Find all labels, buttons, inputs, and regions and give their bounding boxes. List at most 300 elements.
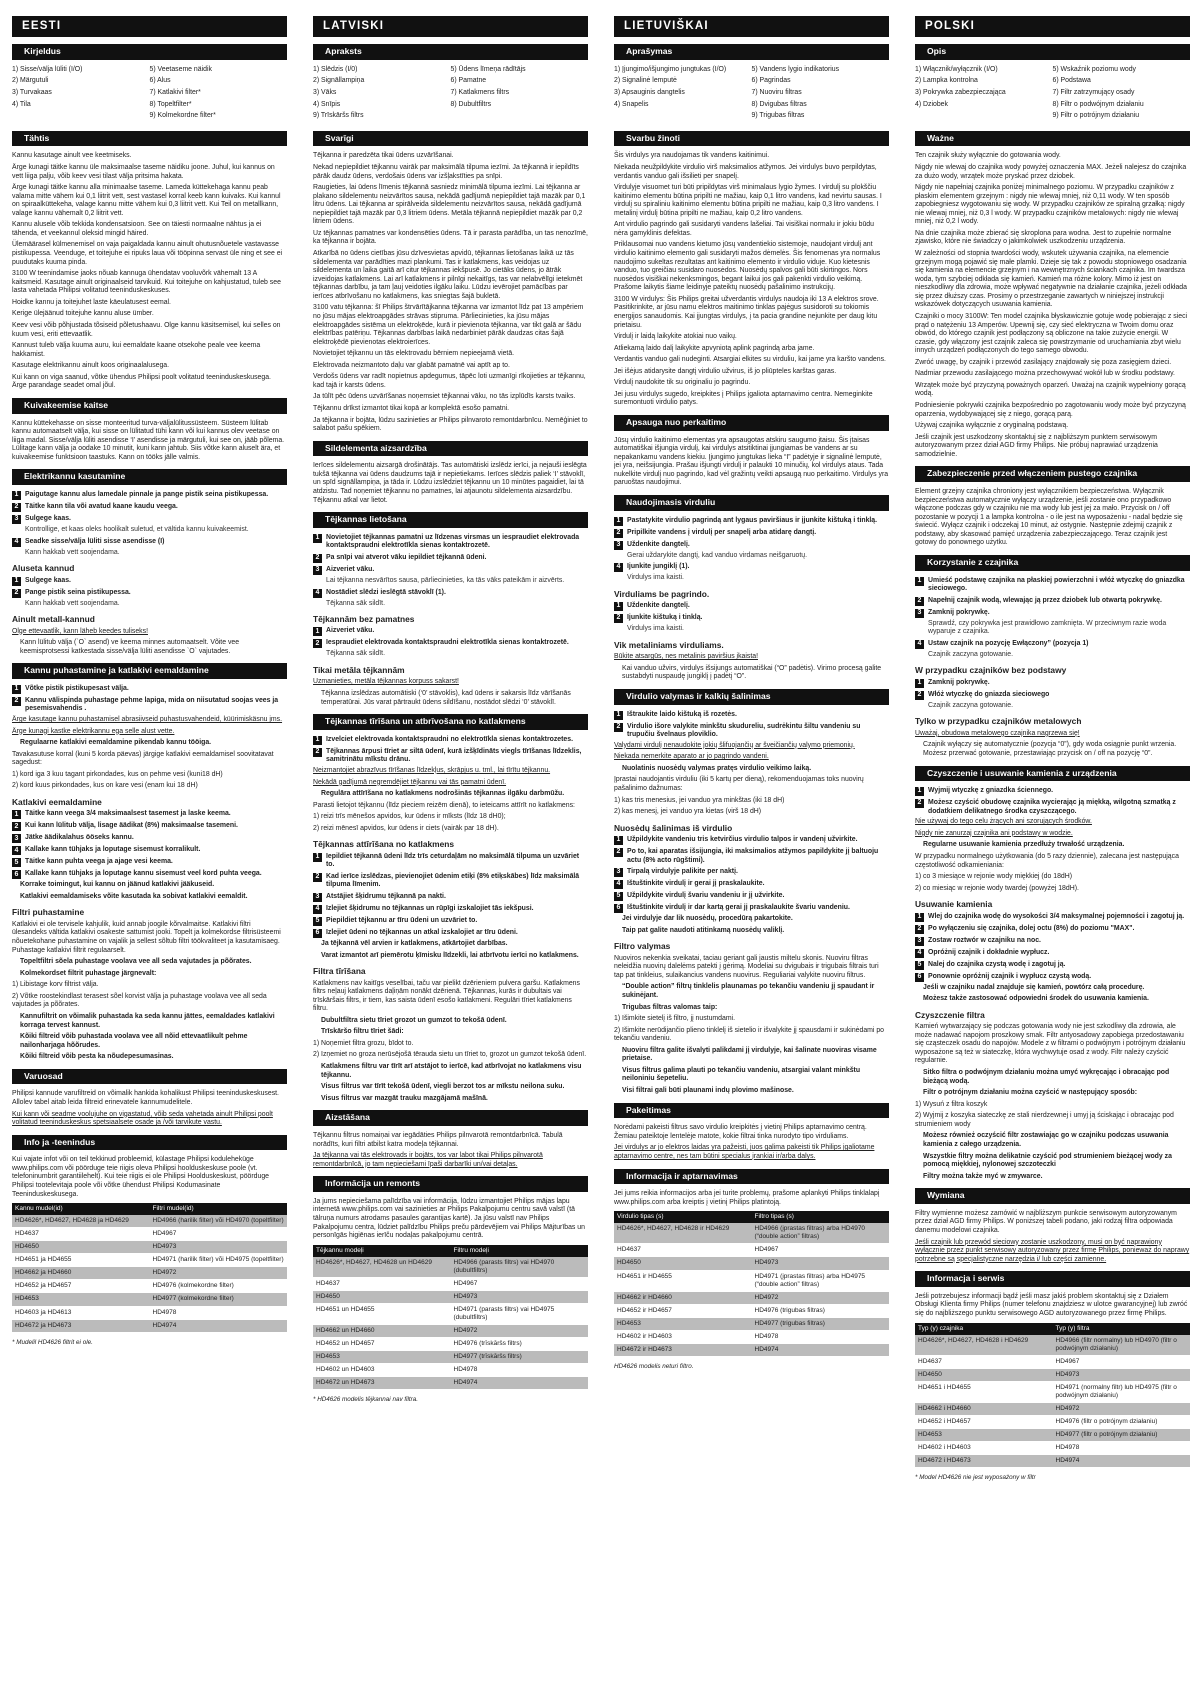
step-text: Seadke sisse/välja lüliti sisse asendisse (I) (25, 537, 165, 545)
step-text: Užpildykite virdulį švariu vandeniu ir jį užvirkite. (627, 892, 785, 900)
step-number: 5 (614, 892, 623, 901)
filter-table-row (915, 1402, 1190, 1415)
step-text: Paigutage kannu alus lamedale pinnale ja pange pistik seina pistikupessa. (25, 491, 269, 498)
step-number: 5 (915, 961, 924, 970)
filter-table-cell: HD4672 i HD4673 (915, 1455, 1053, 1468)
step-number: 1 (614, 711, 623, 720)
replacement-text: Tējkannu filtrus nomaiņai var iegādāties Philips pilnvarotā remontdarbnīcā. Tabulā norādīts, kuri filtri atbilst katra modeļa tējkannai. (313, 1131, 563, 1148)
filter-table-cell: HD4626*, HD4627, HD4628 ja HD4629 (12, 1215, 150, 1228)
descaling-tip: Taip pat galite naudoti atitinkamą nuosėdų valiklį. (622, 926, 785, 934)
step-number: 1 (915, 679, 924, 688)
step-text: Iepildiet tējkannā ūdeni līdz trīs ceturdaļām no maksimālā tilpuma un uzvāriet to. (326, 852, 580, 869)
step-item (313, 627, 588, 636)
cleaning-warning: Nigdy nie zanurzaj czajnika ani podstawy w wodzie. (915, 829, 1073, 837)
important-paragraph: Virdulį naudokite tik su originaliu jo pagrindu. (614, 379, 751, 387)
step-text: Zostaw roztwór w czajniku na noc. (928, 936, 1041, 944)
filter-table-cell: HD4967 (451, 1277, 589, 1290)
parts-list (313, 66, 588, 124)
step-number: 4 (313, 589, 322, 598)
filter-table-row (614, 1244, 889, 1257)
part-item: 3) Pokrywka zabezpieczająca (915, 89, 1006, 97)
filter-table-cell: HD4637 (12, 1228, 150, 1241)
step-item (313, 893, 588, 902)
descaling-tip: Katlakivi eemaldamiseks võite kasutada ka sobivat katlakivi eemaldit. (20, 892, 248, 900)
cleaning-frequency: Įprastai naudojantis virduliu (iki 5 kartų per dieną), rekomenduojamas toks nuovirų pašalinimo dažnumas: (614, 776, 864, 792)
filter-table-row (313, 1303, 588, 1324)
filter-table-cell: HD4967 (150, 1228, 288, 1241)
step-number: 1 (614, 836, 623, 845)
step-item (915, 577, 1190, 594)
filter-step: 1) Noņemiet filtra grozu, bīdot to. (313, 1039, 414, 1047)
step-item (313, 639, 588, 648)
step-note: Kann hakkab vett soojendama. (25, 548, 120, 556)
section-heading-important: Tähtis (12, 131, 287, 147)
step-text: Sulgege kaas. (25, 515, 71, 522)
subheading-descaling: Nuosėdų šalinimas iš virdulio (614, 822, 733, 833)
cleaning-warning: Niekada nemerkite aparato ar jo pagrindo vandeni. (614, 753, 769, 761)
replacement-text: Philipsi kannude varufiltreid on võimalik hankida kohalikust Philipsi teeninduskeskusest. Allolev tabel aitab leida filtreid erinevatele kannumudelitele. (12, 1090, 279, 1106)
filter-table-row (12, 1293, 287, 1306)
filter-table-row (313, 1324, 588, 1337)
filter-table-column-header: Virdulio tipas (s) (614, 1211, 752, 1223)
filter-table-cell: HD4650 (915, 1368, 1053, 1381)
step-text: Napełnij czajnik wodą, wlewając ją przez dziobek lub otwartą pokrywkę. (928, 596, 1162, 604)
table-footnote: * Model HD4626 nie jest wyposażony w filtr (915, 1474, 1036, 1482)
part-item: 4) Snīpis (313, 100, 341, 108)
step-number: 3 (915, 937, 924, 946)
filter-table-column-header: Filtri mudel(id) (150, 1203, 288, 1215)
step-text: Pange pistik seina pistikupessa. (25, 588, 131, 596)
step-item (12, 589, 287, 598)
metal-text: Tējkanna izslēdzas automātiski (‘0’ stāvoklis), kad ūdens ir sakarsis līdz vārīšanās temperatūrai. Jūs varat pārtraukt ūdens sildīšanu, nostādot slēdzi ‘0’ stāvoklī. (321, 690, 571, 706)
step-number: 2 (614, 614, 623, 623)
important-paragraph: 3100 W virdulys: Šis Philips greitai užverdantis virdulys naudoja iki 13 A elektros srove. Pasitikrinkite, ar jūsu namu elektros maitinimo tinklas pajėgus susidoroti su tokiomis energijos sanaudomis. Kai įjungtas virdulys, į ta pacia grandine nejunkite per daug kitu prietaisu. (614, 295, 879, 329)
filter-table-cell: HD4972 (451, 1324, 589, 1337)
filter-table-cell: HD4967 (1053, 1355, 1190, 1368)
step-item (12, 515, 287, 524)
step-number: 3 (915, 609, 924, 618)
cleaning-emphasis: Regulāra attīrīšana no katlakmens nodrošinās tējkannas ilgāku darbmūžu. (321, 790, 565, 798)
filter-table-cell: HD4966 (harilik filter) või HD4970 (topeltfilter) (150, 1215, 288, 1228)
part-item: 6) Alus (149, 77, 171, 85)
step-item (614, 868, 889, 877)
filter-table-cell: HD4603 ja HD4613 (12, 1306, 150, 1319)
filter-table-cell: HD4637 (915, 1355, 1053, 1368)
section-heading-important: Svarbu žinoti (614, 131, 889, 147)
step-note: Tējkanna sāk sildīt. (326, 650, 385, 658)
metal-text: Kai vanduo užvirs, virdulys išsijungs automatiškai (“O” padėtis). Virimo procesą galite sustabdyti nuspaudę jungiklį į padėtį “O”. (622, 664, 882, 681)
important-paragraph: Raugieties, lai ūdens līmenis tējkannā sasniedz minimālā tilpuma iezīmi. Lai tējkanna ar plakano sildelementu neizvārītos sausa, nekādā gadījumā nepiepildiet tajā mazāk par 0,1 litru ūdens. Lai tējkanna ar spirālveida sildelementu neizvārītos sausa, nekādā gadījumā nepiepildiet tajā mazāk par 0,3 litriem ūdens. Metāla tējkannā nepiepildiet mazāk par 0,2 litriem ūdens. (313, 184, 586, 226)
important-paragraph: Używaj czajnika wyłącznie z oryginalną podstawą. (915, 422, 1069, 430)
step-number: 1 (915, 787, 924, 796)
part-item: 6) Pagrindas (751, 77, 791, 85)
filter-table-cell: HD4977 (kolmekordne filter) (150, 1293, 288, 1306)
step-item (915, 597, 1190, 606)
descaling-tip: Jei virdulyje dar lik nuosėdų, procedūrą pakartokite. (622, 915, 793, 923)
step-item (12, 697, 287, 714)
filter-table-cell: HD4974 (451, 1377, 589, 1390)
filter-table-row (12, 1215, 287, 1228)
important-paragraph: Hoidke kannu ja toitejuhet laste käeulatusest eemal. (12, 298, 171, 306)
step-item (12, 685, 287, 694)
step-number: 1 (313, 627, 322, 636)
step-number: 5 (12, 858, 21, 867)
step-text: Novietojiet tējkannas pamatni uz līdzenas virsmas un iespraudiet elektrovada kontaktspraudni elektrotīkla sienas kontaktrozetē. (326, 533, 580, 550)
filter-table-column-header: Tējkannu modeļi (313, 1245, 451, 1257)
important-paragraph: Ülemäärasel külmenemisel on vaja paigaldada kannu ainult ohutusnõuetele vastavasse pistikupessa. Veenduge, et toitejuhe ei ripuks laua või tööpinna servast üle ning et see ei puudutaks kuuma pinda. (12, 241, 283, 266)
step-number: 4 (614, 563, 623, 572)
step-item (313, 554, 588, 563)
filter-table-cell: HD4966 (įprastas filtras) arba HD4970 (“double action” filtras) (752, 1223, 890, 1244)
parts-list-left (12, 66, 150, 124)
step-item (313, 853, 588, 870)
filter-table-row (614, 1343, 889, 1356)
important-paragraph: Priklausomai nuo vandens kietumo jūsų vandentiekio sistemoje, naudojant virdulį ant virdulio kaitinimo elemento gali susidaryti mažos dėmelės. Šis fenomenas yra normalus naudojimo sukeltas rezultatas ant kaitinimo elemento ir virdulio viduje. Kuo kietesnis vanduo, tuo greičiau susidaro nuosėdos. Nuosėdų spalvos gali būti skirtingos. Nors nuosėdos visiškai nekenksmingos, begant laikui jos gali pakenkti virdulio veikimą. Prašome laikytis šiame leidinyje pateiktų nuosėdų pašalinimo instrukcijų. (614, 241, 881, 292)
filter-table-row (313, 1277, 588, 1290)
step-item (915, 609, 1190, 618)
filter-table-row (614, 1317, 889, 1330)
filter-table-cell: HD4652 ja HD4657 (12, 1280, 150, 1293)
important-paragraph: Czajniki o mocy 3100W: Ten model czajnika błyskawicznie gotuje wodę pobierając z sieci prąd o natężeniu 13 Amperów. Upewnij się, czy sieć elektryczna w Twoim domu oraz obwód, do którego czajnik jest podłączony są obliczone na takie zużycie energii. W czasie, gdy włączony jest czajnik zaleca się powstrzymanie od uruchamiania zbyt wielu innych urządzeń podłączonych do tego samego obwodu. (915, 312, 1188, 355)
subheading-filter: Filtro valymas (614, 941, 671, 952)
cleaning-warning: Ärge kasutage kannu puhastamisel abrasiivseid puhastusvahendeid, küürimiskäsnu jms. (12, 716, 283, 723)
filter-text: Nuoviros nekenkia sveikatai, taciau geriant gali jaustis miltelu skonis. Nuoviru filtras neleidžia nuovirų dalelėms patekti į gėrimą. Modeliai su dvigubais ir trigubais filtrais turi tap pat tinkleius, sulaikancius vandens nuovirus. Reguliariai valykite nuoviru filtrus. (614, 954, 879, 979)
part-item: 4) Dziobek (915, 100, 948, 108)
frequency-item: 1) kord iga 3 kuu tagant pirkondades, kus on pehme vesi (kuni18 dH) (12, 770, 223, 778)
step-text: Sulgege kaas. (25, 576, 71, 584)
subheading-metal: Tylko w przypadku czajników metalowych (915, 716, 1082, 727)
table-footnote: * Mudelil HD4626 filtrit ei ole. (12, 1338, 93, 1346)
section-heading-replacement: Pakeitimas (614, 1103, 889, 1119)
filter-instruction: “Double action” filtrų tinklelis plaunamas po tekančiu vandeniu jį spaudant ir sukinėjant. (622, 983, 875, 999)
step-number: 2 (915, 925, 924, 934)
filter-table-cell: HD4651 i HD4655 (915, 1381, 1053, 1402)
filter-table-cell: HD4662 ja HD4660 (12, 1267, 150, 1280)
filter-table-cell: HD4662 ir HD4660 (614, 1291, 752, 1304)
filter-table-cell: HD4971 (parasts filtrs) vai HD4975 (dubultfiltrs) (451, 1303, 589, 1324)
filter-table-cell: HD4637 (313, 1277, 451, 1290)
step-number: 2 (12, 503, 21, 512)
step-text: Kad ierīce izslēdzas, pievienojiet ūdenim etiķi (8% etiķskābes) līdz maksimālā tilpuma līmenim. (326, 872, 580, 889)
important-paragraph: Virdulį ir laidą laikykite atokiai nuo vaikų. (614, 333, 737, 341)
filter-tip: Możesz również oczyścić filtr zostawiając go w czajniku podczas usuwania kamienia z całego urządzenia. (923, 1132, 1169, 1148)
filter-table-cell: HD4662 i HD4660 (915, 1402, 1053, 1415)
step-number: 4 (915, 640, 924, 649)
important-paragraph: Na dnie czajnika może zbierać się skroplona para wodna. Jest to zupełnie normalne zjawisko, które nie świadczy o jakimkolwiek uszkodzeniu urządzenia. (915, 229, 1172, 246)
subheading-filter: Filtri puhastamine (12, 907, 85, 918)
parts-list-right (451, 66, 589, 124)
descaling-tip: Możesz także zastosować odpowiedni środek do usuwania kamienia. (923, 995, 1149, 1003)
step-item (614, 711, 889, 720)
important-paragraph: W zależności od stopnia twardości wody, wskutek używania czajnika, na elemencie grzejnym mogą pojawić się małe plamki. Dzieje się tak z powodu stopniowego osadzania się kamienia na elemencie grzejnym i na wewnętrznych ściankach czajnika. Im twardsza woda, tym szybciej odkłada się kamień. Kamień ma różne kolory. Mimo iż jest on nieszkodliwy dla zdrowia, może wpływać negatywnie na działanie czajnika, jeżeli odkłada się przez dłuższy czas. Prosimy o przestrzeganie zawartych w niniejszej instrukcji wskazówek dotyczących usuwania kamienia. (915, 250, 1187, 309)
important-paragraph: Nigdy nie napełniaj czajnika poniżej minimalnego poziomu. W przypadku czajników z płaskim elementem grzejnym : nigdy nie wlewaj mniej, niż 0,11 wody. W ten sposób zapobiegniesz wygotowaniu się wody. W przypadku czajników ze spiralną grzałką: nigdy nie wlewaj mniej, niż 0,3 l wody. W przypadku czajników metalowych: nigdy nie wlewaj mniej, niż 0,2 l wody. (915, 184, 1185, 226)
important-paragraph: Jei išėjus atidarysite dangtį virdulio užvirus, iš jo pliūpteles karštas garas. (614, 367, 837, 375)
important-paragraph: Nadmiar przewodu zasilającego można przechowywać wokół lub w środku podstawy. (915, 370, 1175, 378)
important-paragraph: Niekada neužpildykite virdulio virš maksimalios atžymos. Jei virdulys buvo perpildytas, verdantis vanduo gali išsilieti per snapelį. (614, 163, 877, 180)
important-paragraph: Novietojiet tējkannu un tās elektrovadu bērniem nepieejamā vietā. (313, 350, 515, 358)
step-number: 2 (915, 597, 924, 606)
frequency-item: 1) co 3 miesiące w rejonie wody miękkiej (do 18dH) (915, 873, 1073, 881)
subheading-metal: Ainult metall-kannud (12, 614, 95, 625)
part-item: 5) Vandens lygio indikatorius (751, 65, 840, 73)
section-heading-dry-boil: Sildelementa aizsardzība (313, 441, 588, 457)
filter-table-row (313, 1364, 588, 1377)
important-paragraph: Kui kann on viga saanud, võtke ühendus Philipsi poolt volitatud teeninduskeskusega. Ärge parandage seadet omal jõul. (12, 373, 271, 390)
part-item: 8) Dvigubas filtras (751, 100, 807, 108)
section-heading-cleaning: Czyszczenie i usuwanie kamienia z urządzenia (915, 766, 1190, 782)
step-text: Uždenkite dangtelį. (627, 540, 690, 548)
filter-table-cell: HD4602 i HD4603 (915, 1442, 1053, 1455)
step-number: 4 (12, 846, 21, 855)
filter-table-cell: HD4971 (įprastas filtras) arba HD4975 (“double action” filtras) (752, 1270, 890, 1291)
step-item (915, 640, 1190, 649)
dry-boil-text: Kannu küttekehasse on sisse monteeritud turva-väljalülitussüsteem. Süsteem lülitab kannu automaatselt välja, kui sisse on lülitatud tühi kann või kui kannus olev veetase on liiga madal. Sisse/välja lüliti asendisse ‘I’ asendisse ja märgutuli, kui see on, jääb põlema. Lülitage kann välja ja oodake 10 minutit, kuni kann jahtub. Siis võtke kann aluselt ära, et kuivakeemise funktsioon taastuks. Kann on tööks jälle valmis. (12, 419, 285, 461)
part-item: 9) Trīskāršs filtrs (313, 112, 364, 120)
step-number: 3 (313, 566, 322, 575)
filter-table-cell: HD4653 (915, 1429, 1053, 1442)
filter-table-row (915, 1335, 1190, 1356)
service-text: Ja jums nepieciešama palīdzība vai informācija, lūdzu izmantojiet Philips mājas lapu internetā www.philips.com vai sazinieties ar Philips Pakalpojumu centru savā valstī (tā tālruņa numurs atrodams pasaules garantijas kartē). Ja jūsu valstī nav Philips Pakalpojumu centra, lūdziet palīdzību Philips preču pārdevējiem vai Philips Mājturības un personīgās higiēnas ierīču nodaļas pakalpojumu centrā. (313, 1197, 585, 1240)
part-item: 5) Veetaseme näidik (149, 65, 212, 73)
part-item: 1) Slēdzis (I/0) (313, 65, 358, 73)
filter-tip: Visus filtrus var tīrīt tekošā ūdenī, viegli berzot tos ar mīkstu neilona suku. (321, 1083, 565, 1091)
step-number: 2 (313, 873, 322, 882)
filter-instruction: Filtr o potrójnym działaniu można czyścić w następujący sposób: (923, 1089, 1138, 1097)
important-paragraph: Nigdy nie wlewaj do czajnika wody powyżej oznaczenia MAX. Jeżeli nalejesz do czajnika za dużo wody, wrzątek może pryskać przez dziobek. (915, 163, 1187, 180)
replacement-warning: Kui kann või seadme voolujuhe on vigastatud, võib seda vahetada ainult Philipsi poolt volitatud teeninduskeskus spetsiaalsete osade ja /või tarvikute vastu. (12, 1110, 273, 1127)
descaling-tip: Varat izmantot arī piemērotu ķīmisku līdzekli, lai atbrīvotu ierīci no katlakmens. (321, 951, 579, 959)
dry-boil-text: Ierīces sildelementu aizsargā drošinātājs. Tas automātiski izslēdz ierīci, ja nejauši ieslēgta tukšā tējkanna vai ūdens daudzums tajā ir nepietiekams. Ierīces slēdzis paliek ‘I’ stāvoklī, un spīd signāllampiņa, ja tāda ir. Lūdzu izslēdziet tējkannu un 10 minūtes pagaidiet, lai tā atdzistu. Tad noņemiet tējkannu no pamatnes, lai atjaunotu sildelementa aizsardzību. Tējkannu atkal var lietot. (313, 462, 587, 504)
important-paragraph: Šis virdulys yra naudojamas tik vandens kaitinimui. (614, 152, 770, 160)
step-number: 3 (614, 541, 623, 550)
step-text: Pripilkite vandens į virdulį per snapelį arba atidarę dangtį. (627, 528, 817, 536)
step-text: Atstājiet šķidrumu tējkannā pa nakti. (326, 892, 446, 900)
filter-step: 1) Libistage korv filtrist välja. (12, 981, 99, 989)
step-number: 1 (313, 736, 322, 745)
step-item (614, 880, 889, 889)
filter-table-cell: HD4652 i HD4657 (915, 1415, 1053, 1428)
step-number: 2 (12, 589, 21, 598)
step-number: 3 (614, 868, 623, 877)
filter-tip: Nuoviru filtra galite išvalyti palikdami jį virdulyje, kai šalinate nuoviras visame prietaise. (622, 1046, 877, 1063)
cleaning-emphasis: Nuolatinis nuosėdų valymas pratęs virdulio veikimo laiką. (622, 764, 812, 772)
frequency-item: 1) kas tris menesius, jei vanduo yra minkštas (iki 18 dH) (614, 796, 785, 804)
frequency-item: 2) kord kuus pirkondades, kus on kare vesi (enam kui 18 dH) (12, 782, 198, 790)
part-item: 1) Įjungimo/išjungimo jungtukas (I/O) (614, 65, 727, 73)
step-item (313, 929, 588, 938)
important-paragraph: Kerige ülejäänud toitejuhe kannu aluse ümber. (12, 310, 154, 318)
step-item (915, 691, 1190, 700)
step-text: Ištuštinkite virdulį ir gerai jį praskalaukite. (627, 880, 765, 888)
filter-step: 2) Išimkite nerūdijančio plieno tinklelį iš sietelio ir išvalykite jį spausdami ir sukinėdami po tekančiu vandeniu. (614, 1026, 884, 1043)
section-heading-service: Informacija ir aptarnavimas (614, 1169, 889, 1185)
step-item (614, 848, 889, 865)
section-heading-important: Ważne (915, 131, 1190, 147)
filter-table-cell: HD4672 ir HD4673 (614, 1343, 752, 1356)
filter-table-cell: HD4650 (614, 1257, 752, 1270)
filter-step: 2) Izņemiet no groza nerūsējošā tērauda sietu un tīriet to, grozot un gumzot tekošā ūdenī. (313, 1051, 587, 1059)
replacement-warning: Jeśli czajnik lub przewód sieciowy zostanie uszkodzony, musi on być naprawiony wyłącznie przez punkt serwisowy autoryzowany przez firmę Philips, ponieważ do naprawy potrzebne są specjalistyczne narzędzia i/ lub części zamienne. (915, 1238, 1190, 1263)
important-paragraph: Kannu alusele võib tekkida kondensatsioon. See on täiesti normaalne nähtus ja ei tähenda, et veekannul oleksid mingid häired. (12, 221, 262, 237)
cleaning-emphasis: Regularne usuwanie kamienia przedłuży trwałość urządzenia. (923, 841, 1125, 849)
step-item (12, 577, 287, 586)
step-text: Po to, kai aparatas išsijungia, iki maksimalios atžymos papildykite jį baltuoju actu (8% acto rūgštimi). (627, 848, 879, 864)
step-text: Pastatykite virdulio pagrindą ant lygaus paviršiaus ir įjunkite kištuką i tinklą. (627, 516, 878, 524)
important-paragraph: 3100 W teenindamise jaoks nõuab kannuga ühendatav vooluvõrk vähemalt 13 A kaitsmeid. Kasutage ainult originaalseid tarvikuid. Kui toitejuhe on kahjustatud, tuleb see lasta vahetada Philipsi volitatud teeninduskeskuses. (12, 270, 281, 295)
step-number: 2 (614, 723, 623, 732)
filter-table-cell: HD4977 (trigubas filtras) (752, 1317, 890, 1330)
step-text: Täitke kann puhta veega ja ajage vesi keema. (25, 858, 173, 866)
part-item: 6) Pamatne (450, 77, 487, 85)
important-paragraph: Ja tējkanna ir bojāta, lūdzu sazinieties ar Philips pilnvaroto remontdarbnīcu. Nemēģiniet to salabot pašu spēkiem. (313, 416, 588, 433)
section-heading-dry-boil: Zabezpieczenie przed włączeniem pustego czajnika (915, 466, 1190, 482)
part-item: 3) Turvakaas (12, 89, 52, 97)
part-item: 3) Vāks (313, 89, 337, 97)
part-item: 4) Snapelis (614, 100, 649, 108)
step-item (614, 517, 889, 526)
filter-table-row (313, 1377, 588, 1390)
step-item (313, 905, 588, 914)
part-item: 8) Filtr o podwójnym działaniu (1052, 100, 1144, 108)
filter-text: Kamień wytwarzający się podczas gotowania wody nie jest szkodliwy dla zdrowia, ale może nadawać napojom proszkowy smak. Filtr antyosadowy zapobiega przedostawaniu się cząsteczek osadu do napojów. Modele z w filtrami o podwójnym i potrójnym działaniu wyposażone są też w siateczkę, która wychwytuje osad z wody. Filtr należy czyścić regularnie. (915, 1023, 1186, 1065)
step-text: Tējkannas ārpusi tīriet ar siltā ūdenī, kurā izšķīdināts viegls tīrīšanas līdzeklis, samitrinātu mīkstu drānu. (326, 747, 582, 764)
filter-text: Katlakivi ei ole tervisele kahjulik, kuid annab joogile kõrvalmaitse. Katlakivi filtri ülesandeks vältida katlakivi osakeste sattumist jooki. Topelt ja kolmekordse filtrisüsteemi nõuetekohane puhastamine on vajalik ja sellest sõltub filtri töökvaliteet ja kasutamisaeg. Puhastage katlakivi filtrit regulaarselt. (12, 920, 281, 954)
cleaning-warning: Neizmantojiet abrazīvus tīrīšanas līdzekļus, skrāpjus u. tml., lai tīrītu tējkannu. (313, 766, 551, 774)
important-paragraph: Ant virdulio pagrindo gali susidaryti vandens lašeliai. Tai visiškai normalu ir jokiu būdu nėra gamyklinis defektas. (614, 221, 874, 237)
subheading-descaling: Tējkannas attīrīšana no katlakmens (313, 839, 455, 850)
filter-instruction: Dubultfiltra sietu tīriet grozot un gumzot to tekošā ūdenī. (321, 1016, 507, 1024)
filter-table-cell: HD4652 ir HD4657 (614, 1304, 752, 1317)
step-text: Izlejiet ūdeni no tējkannas un atkal izskalojiet ar tīru ūdeni. (326, 928, 518, 936)
filter-instruction: Kolmekordset filtrit puhastage järgnevalt: (20, 969, 157, 977)
step-text: Wyjmij wtyczkę z gniazdka ściennego. (928, 787, 1054, 795)
step-item (915, 925, 1190, 934)
filter-table-row (915, 1355, 1190, 1368)
filter-table-cell: HD4973 (752, 1257, 890, 1270)
filter-step: 2) Wyjmij z koszyka siateczkę ze stali nierdzewnej i umyj ją ściskając i obracając pod strumieniem wody (915, 1112, 1174, 1128)
subheading-cordless: W przypadku czajników bez podstawy (915, 665, 1067, 676)
step-number: 6 (614, 904, 623, 913)
step-text: Kannu välispinda puhastage pehme lapiga, mida on niisutatud soojas vees ja pesemisvahendis . (25, 696, 279, 713)
filter-table-row (313, 1290, 588, 1303)
filter-table-cell: HD4967 (752, 1244, 890, 1257)
replacement-warning: Jei virdulys ar jo elektros laidas yra pažeisti, juos galima pakeisti tik Philips įgaliotame aptarnavimo centre, nes tam būtini specialus įrankiai ir/arba dalys. (614, 1144, 875, 1160)
dry-boil-text: Jūsų virdulio kaitinimo elementas yra apsaugotas atskiru saugumo įtaisu. Šis įtaisas automatiškai išjungia virdulį, kai virdulys atsitiktinai įjungiamas be vandens ar su nepakankamu vandens kiekiu. Įjungimo jungtukas lieka “I” padėtyje ir signalinė lemputė, jei yra, neišsijungia. Prašau išjungti virdulį ir palaukti 10 minučių, kol virdulys ataus. Tada nukelkite virdulį nuo pagrindo, kad vėl gražintų veikti apsaugą nuo perkaitimo. Virdulys yra paruoštas naudojimui. (614, 436, 889, 487)
step-item (614, 836, 889, 845)
filter-table-cell: HD4971 (harilik filter) või HD4975 (topeltfilter) (150, 1254, 288, 1267)
filter-table-row (614, 1291, 889, 1304)
filter-table-row (12, 1306, 287, 1319)
part-item: 8) Topeltfilter* (149, 100, 192, 108)
language-heading: LATVISKI (313, 16, 588, 37)
filter-table-row (915, 1381, 1190, 1402)
important-paragraph: Jeśli czajnik jest uszkodzony skontaktuj się z najbliższym punktem serwisowym autoryzowanym przez dział AGD firmy Philips. Nie próbuj naprawiać urządzenia samodzielnie. (915, 433, 1158, 458)
filter-table-cell: HD4602 ir HD4603 (614, 1330, 752, 1343)
section-heading-replacement: Aizstāšana (313, 1110, 588, 1126)
step-number: 1 (12, 491, 21, 500)
filter-tip: Kõiki filtreid võib puhastada voolava vee all nõid ettevaatlikult pehme nailonharjaga hõõrudes. (20, 1033, 248, 1049)
step-item (915, 973, 1190, 982)
frequency-item: 2) kas menesį, jei vanduo yra kietas (virš 18 dH) (614, 808, 762, 816)
step-number: 4 (915, 949, 924, 958)
step-item (614, 563, 889, 572)
important-paragraph: 3100 vatu tējkanna: šī Philips štrvārītājkanna tējkanna var izmantot līdz pat 13 ampēriem no jūsu mājas elektroapgādes strāvas stiprumа. Pārliecinieties, ka jūsu mājas elektroapgādes sistēma un elektroķēde, kurā ir pievienota tējkanna, var tikt galā ar šādu elektrības patēriņu. Tējkannas darbības laikā nedarbiniet pārāk daudzas citas šajā elektroķēdē pievienotas elektroierīces. (313, 304, 584, 346)
filter-tip: Kõiki filtreid võib pesta ka nõudepesumasinas. (20, 1053, 174, 1061)
filter-table-column-header: Typ (y) filtra (1053, 1323, 1190, 1335)
step-text: Ištraukite laido kištuką iš rozetės. (627, 710, 737, 718)
filter-table-row (12, 1280, 287, 1293)
step-number: 1 (614, 602, 623, 611)
parts-list-left (614, 66, 752, 124)
filter-table-cell: HD4978 (451, 1364, 589, 1377)
step-item (313, 736, 588, 745)
filter-table-cell: HD4650 (12, 1241, 150, 1254)
important-paragraph: Ten czajnik służy wyłącznie do gotowania wody. (915, 152, 1061, 160)
service-text: Jeśli potrzebujesz informacji bądź jeśli masz jakiś problem skontaktuj się z Działem Obsługi Klienta firmy Philips (numer telefonu znajdziesz w ulotce gwarancyjnej) lub zwróć się do najbliższego punktu serwisowego AGD autoryzowanego przez firmę Philips. (915, 1292, 1188, 1318)
cleaning-frequency: Tavakasutuse korral (kuni 5 korda päevas) järgige katlakivi eemaldamisel soovitatavat sagedust: (12, 750, 274, 767)
important-paragraph: Podniesienie pokrywki czajnika bezpośrednio po zagotowaniu wody może być przyczyną oparzenia, wydobywającej się z niego, gorącą parą. (915, 402, 1186, 418)
step-text: Zamknij pokrywkę. (928, 678, 990, 686)
dry-boil-text: Element grzejny czajnika chroniony jest wyłącznikiem bezpieczeństwa. Wyłącznik bezpieczeństwa automatycznie wyłączy urządzenie, jeśli zostanie ono przypadkowo włączone podczas gdy w czajniku nie ma wody lub jest jej za mało. Przycisk on / off pozostanie w pozycji 1 a lampka kontrolna - o ile jest na wyposażeniu - nadal będzie się świecić. Wyłącz czajnik i odczekaj 10 minut, aż ostygnie. Następnie zdejmij czajnik z podstawy, aby skasować pamięć urządzenia zabezpieczającego. Teraz czajnik jest gotowy do ponownego użytku. (915, 488, 1183, 547)
step-number: 1 (614, 517, 623, 526)
filter-table-cell: HD4651 ja HD4655 (12, 1254, 150, 1267)
filter-table-cell: HD4978 (1053, 1442, 1190, 1455)
filter-table-row (614, 1330, 889, 1343)
filter-table-cell: HD4602 un HD4603 (313, 1364, 451, 1377)
step-text: Täitke kann veega 3/4 maksimaalsest tasemest ja laske keema. (25, 810, 231, 818)
subheading-filter: Filtra tīrīšana (313, 966, 366, 977)
step-text: Ponownie opróżnij czajnik i wypłucz czystą wodą. (928, 972, 1092, 980)
filter-table-row (313, 1338, 588, 1351)
step-item (313, 917, 588, 926)
filter-tip: Filtry można także myć w zmywarce. (923, 1172, 1043, 1180)
part-item: 8) Dubultfiltrs (450, 100, 492, 108)
step-item (12, 810, 287, 819)
part-item: 9) Kolmekordne filter* (149, 112, 216, 120)
language-heading: POLSKI (915, 16, 1190, 37)
step-text: Ištuštinkite virdulį ir dar kartą gerai jį praskalaukite švariu vandeniu. (627, 904, 850, 912)
section-heading-important: Svarīgi (313, 131, 588, 147)
step-text: Virdulio išore valykite minkštu skudureliu, sudrėkintu šiltu vandeniu su trupučiu švelnaus ploviklio. (627, 722, 861, 739)
step-item (12, 822, 287, 831)
step-number: 4 (12, 538, 21, 547)
important-paragraph: Kasutage elektrikannu ainult koos originaalalusega. (12, 362, 170, 370)
step-text: Możesz czyścić obudowę czajnika wycierając ją miękką, wilgotną szmatką z dodatkiem delikatnego środka czyszczącego. (928, 799, 1176, 815)
step-number: 4 (614, 880, 623, 889)
filter-table-header (915, 1323, 1190, 1335)
step-item (313, 748, 588, 765)
filter-table-column-header: Filtru modeļi (451, 1245, 589, 1257)
step-number: 2 (614, 529, 623, 538)
step-text: Umieść podstawę czajnika na płaskiej powierzchni i włóż wtyczkę do gniazdka sieciowego. (928, 576, 1185, 593)
part-item: 2) Signāllampiņa (313, 77, 365, 85)
step-item (915, 937, 1190, 946)
step-item (313, 566, 588, 575)
step-note: Tējkanna sāk sildīt. (326, 599, 385, 607)
language-heading: LIETUVIŠKAI (614, 16, 889, 37)
step-text: Pa snīpi vai atverot vāku iepildiet tējkannā ūdeni. (326, 553, 487, 561)
filter-table-cell: HD4672 ja HD4673 (12, 1319, 150, 1332)
filter-tip: Visus filtrus var mazgāt trauku mazgājamā mašīnā. (321, 1094, 488, 1102)
step-note: Gerai uždarykite dangtį, kad vanduo virdamas neišgaruotų. (627, 551, 808, 559)
filter-table-cell: HD4637 (614, 1244, 752, 1257)
filter-table-cell: HD4650 (313, 1290, 451, 1303)
part-item: 5) Wskaźnik poziomu wody (1052, 65, 1136, 73)
important-paragraph: Atkarībā no ūdens cietības jūsu dzīvesvietas apvidū, tējkannas lietošanas laikā uz tās sildelementa var parādīties mazi plankumi. Tas ir katlakmens, kas veidojas uz sildelementa un laika gaitā arī citur tējkannas iekšpusē. Jo cietāks ūdens, jo ātrāk izveidojas katlakmens. Lai arī katlakmens ir pilnīgi nekaitīgs, tas var nelabvēlīgi ietekmēt tējkannas darbību, ja tam ļauj veidoties ilgāku laiku. Lūdzu ievērojiet pamācības par ierīces atbrīvošanu no katlakmens, kas sniegtas šajā bukletā. (313, 250, 583, 300)
step-number: 4 (313, 905, 322, 914)
section-heading-using: Korzystanie z czajnika (915, 555, 1190, 571)
part-item: 7) Nuoviru filtras (751, 89, 802, 97)
